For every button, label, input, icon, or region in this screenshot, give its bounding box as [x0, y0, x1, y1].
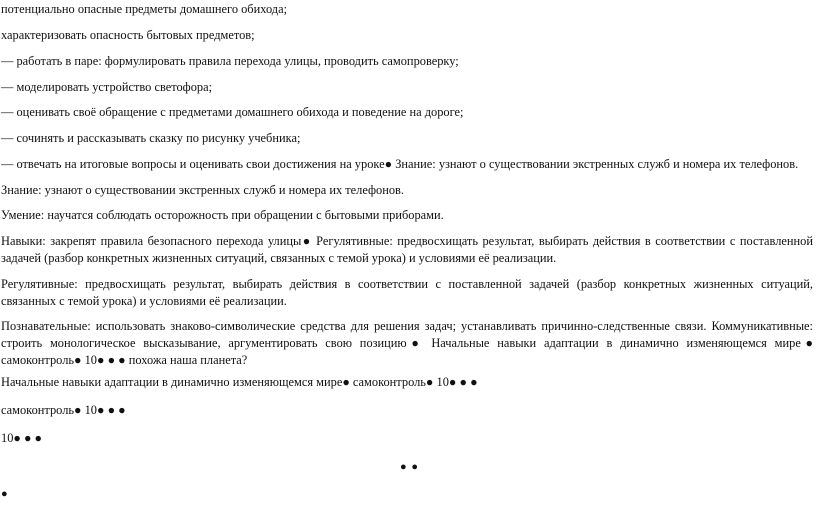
paragraph-15: 10● ● ●	[1, 431, 43, 445]
paragraph-7: — отвечать на итоговые вопросы и оценивать свои достижения на уроке● Знание: узнают о существовании экстренных служб и номера их телефонов.	[1, 157, 799, 171]
paragraph-11: Регулятивные: предвосхищать результат, выбирать действия в соответствии с поставленной задачей (разбор конкретных жизненных ситуаций, связанных с темой урока) и условиями её реализации.	[1, 277, 813, 308]
paragraph-9: Умение: научатся соблюдать осторожность при обращении с бытовыми приборами.	[1, 208, 444, 222]
paragraph-14: самоконтроль● 10● ● ●	[1, 403, 126, 417]
paragraph-12: Познавательные: использовать знаково-символические средства для решения задач; устанавливать причинно-следственные связи. Коммуникативные: строить монологическое высказывание, аргументировать свою позицию● Начальные навыки адаптации в динамично изменяющемся мире● самоконтроль● 10● ● ● похожа наша планета?	[1, 319, 813, 367]
paragraph-5: — оценивать своё обращение с предметами домашнего обихода и поведение на дороге;	[1, 105, 464, 119]
bullet-marks-center: ● ●	[400, 461, 420, 473]
paragraph-4: — моделировать устройство светофора;	[1, 80, 213, 94]
paragraph-1: потенциально опасные предметы домашнего обихода;	[1, 2, 288, 16]
paragraph-6: — сочинять и рассказывать сказку по рисунку учебника;	[1, 131, 301, 145]
paragraph-10: Навыки: закрепят правила безопасного перехода улицы● Регулятивные: предвосхищать результат, выбирать действия в соответствии с поставленной задачей (разбор конкретных жизненных ситуаций, связанных с темой урока) и условиями её реализации.	[1, 234, 813, 265]
paragraph-8: Знание: узнают о существовании экстренных служб и номера их телефонов.	[1, 183, 404, 197]
bullet-mark-left: ●	[1, 488, 9, 500]
paragraph-13: Начальные навыки адаптации в динамично изменяющемся мире● самоконтроль● 10● ● ●	[1, 375, 478, 389]
paragraph-2: характеризовать опасность бытовых предметов;	[1, 28, 255, 42]
paragraph-3: — работать в паре: формулировать правила перехода улицы, проводить самопроверку;	[1, 54, 459, 68]
